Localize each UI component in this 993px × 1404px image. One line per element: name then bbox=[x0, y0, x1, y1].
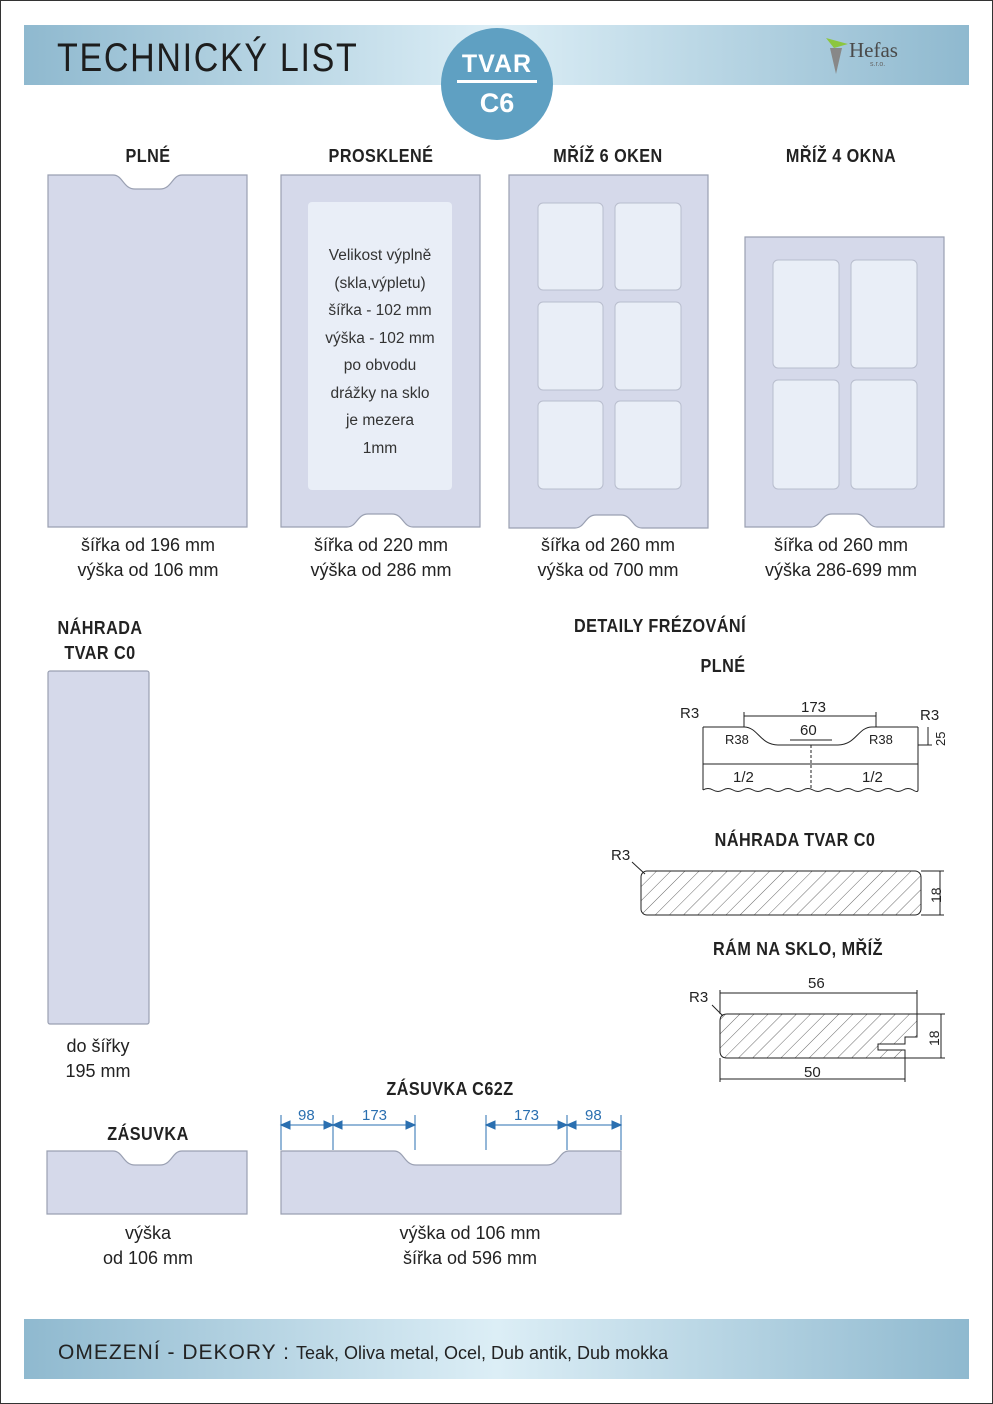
footer-label: OMEZENÍ - DEKORY : bbox=[58, 1341, 290, 1364]
caption-line: 195 mm bbox=[65, 1061, 131, 1081]
caption-line: šířka od 596 mm bbox=[402, 1248, 538, 1268]
detail-plne-dim-60: 60 bbox=[800, 722, 817, 739]
door-label-prosklene: PROSKLENÉ bbox=[328, 146, 434, 166]
caption-width: šířka od 196 mm bbox=[80, 535, 216, 555]
caption-height: výška od 286 mm bbox=[310, 560, 452, 580]
glass-info-line: výška - 102 mm bbox=[325, 329, 435, 347]
glass-info-line: je mezera bbox=[345, 412, 415, 429]
detail-ram-label: RÁM NA SKLO, MŘÍŽ bbox=[713, 939, 883, 959]
detail-plne-half-left: 1/2 bbox=[733, 769, 754, 786]
details-title: DETAILY FRÉZOVÁNÍ bbox=[573, 616, 747, 636]
detail-plne-half-right: 1/2 bbox=[862, 769, 883, 786]
caption-height: výška 286-699 mm bbox=[764, 560, 918, 580]
detail-ram-r3: R3 bbox=[689, 989, 709, 1006]
badge-line2: C6 bbox=[479, 88, 515, 118]
zasuvka-label: ZÁSUVKA bbox=[107, 1124, 189, 1144]
detail-plne-r3-left: R3 bbox=[680, 705, 700, 722]
detail-plne-r38-right: R38 bbox=[869, 732, 893, 747]
detail-nahrada-dim-18: 18 bbox=[928, 887, 944, 903]
detail-ram-dim-50: 50 bbox=[804, 1064, 821, 1081]
c62z-dim-1: 98 bbox=[298, 1107, 315, 1124]
zasuvka-caption bbox=[48, 1221, 248, 1271]
glass-info-line: (skla,výpletu) bbox=[334, 274, 426, 292]
caption-height: výška od 106 mm bbox=[77, 560, 219, 580]
detail-ram-dim-18: 18 bbox=[926, 1030, 942, 1046]
caption-width: šířka od 220 mm bbox=[313, 535, 449, 555]
glass-info-line: po obvodu bbox=[343, 357, 417, 374]
badge-line1: TVAR bbox=[461, 50, 533, 78]
c62z-dim-2: 173 bbox=[362, 1107, 388, 1124]
zasuvka-c62z-caption bbox=[340, 1221, 600, 1271]
detail-plne-dim-173: 173 bbox=[801, 699, 827, 716]
caption-width: šířka od 260 mm bbox=[540, 535, 676, 555]
caption-height: výška od 700 mm bbox=[537, 560, 679, 580]
glass-info-line: drážky na sklo bbox=[330, 384, 430, 402]
caption-line: výška bbox=[124, 1223, 171, 1243]
logo-text: Hefas bbox=[849, 38, 898, 62]
logo-subtext: s.r.o. bbox=[870, 61, 886, 68]
glass-info-line: Velikost výplně bbox=[328, 247, 432, 264]
detail-plne-r38-left: R38 bbox=[725, 732, 749, 747]
footer-items: Teak, Oliva metal, Ocel, Dub antik, Dub mokka bbox=[295, 1343, 669, 1363]
door-label-plne: PLNÉ bbox=[125, 146, 171, 166]
detail-plne-dim-25: 25 bbox=[933, 731, 948, 746]
detail-nahrada-r3: R3 bbox=[611, 847, 631, 864]
c62z-dim-3: 173 bbox=[514, 1107, 540, 1124]
c62z-dim-4: 98 bbox=[585, 1107, 602, 1124]
door-label-mriz4: MŘÍŽ 4 OKNA bbox=[785, 146, 897, 166]
nahrada-label-line2: TVAR C0 bbox=[64, 643, 136, 663]
footer-text bbox=[58, 1341, 668, 1365]
glass-info-line: šířka - 102 mm bbox=[328, 302, 432, 319]
detail-plne-label: PLNÉ bbox=[700, 656, 746, 676]
door-label-mriz6: MŘÍŽ 6 OKEN bbox=[553, 146, 663, 166]
detail-plne-r3-right: R3 bbox=[920, 707, 940, 724]
detail-nahrada-label: NÁHRADA TVAR C0 bbox=[714, 830, 876, 850]
caption-width: šířka od 260 mm bbox=[773, 535, 909, 555]
page-title: TECHNICKÝ LIST bbox=[57, 36, 359, 80]
caption-line: od 106 mm bbox=[102, 1248, 194, 1268]
glass-info-line: 1mm bbox=[362, 439, 398, 457]
caption-line: výška od 106 mm bbox=[399, 1223, 541, 1243]
nahrada-label-line1: NÁHRADA bbox=[57, 618, 143, 638]
caption-line: do šířky bbox=[66, 1036, 130, 1056]
zasuvka-c62z-label: ZÁSUVKA C62Z bbox=[386, 1079, 514, 1099]
detail-ram-dim-56: 56 bbox=[808, 975, 825, 992]
